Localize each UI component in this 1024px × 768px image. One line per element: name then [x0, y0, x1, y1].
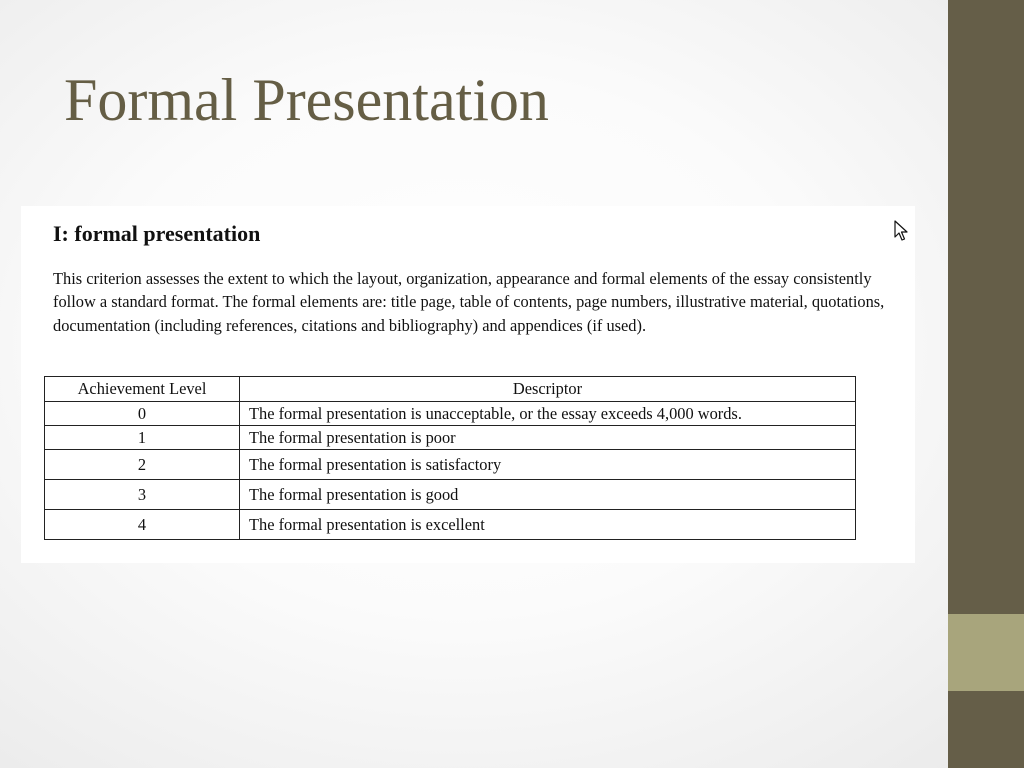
table-row: [45, 510, 856, 540]
descriptor-cell: The formal presentation is good: [240, 480, 856, 510]
criterion-document-image: [21, 206, 915, 563]
descriptor-cell: The formal presentation is poor: [240, 426, 856, 450]
table-header-row: [45, 377, 856, 402]
table-row: [45, 450, 856, 480]
descriptor-cell: The formal presentation is satisfactory: [240, 450, 856, 480]
slide-title: Formal Presentation: [64, 67, 549, 133]
mouse-pointer-icon: [894, 220, 908, 242]
table-row: [45, 480, 856, 510]
header-descriptor: Descriptor: [240, 377, 856, 402]
header-achievement-level: Achievement Level: [45, 377, 240, 402]
level-cell: 0: [45, 402, 240, 426]
level-cell: 2: [45, 450, 240, 480]
descriptor-cell: The formal presentation is excellent: [240, 510, 856, 540]
achievement-table: [44, 376, 856, 540]
criterion-description: This criterion assesses the extent to which the layout, organization, appearance and formal elements of the essay consistently follow a standard format. The formal elements are: title page, table of contents, page numbers, illustrative material, quotations, documentation (including references, citations and bibliography) and appendices (if used).: [53, 269, 885, 335]
criterion-heading: I: formal presentation: [53, 221, 261, 246]
side-accent-block: [948, 614, 1024, 691]
level-cell: 1: [45, 426, 240, 450]
table-row: [45, 426, 856, 450]
descriptor-cell: The formal presentation is unacceptable, or the essay exceeds 4,000 words.: [240, 402, 856, 426]
level-cell: 3: [45, 480, 240, 510]
level-cell: 4: [45, 510, 240, 540]
table-row: [45, 402, 856, 426]
